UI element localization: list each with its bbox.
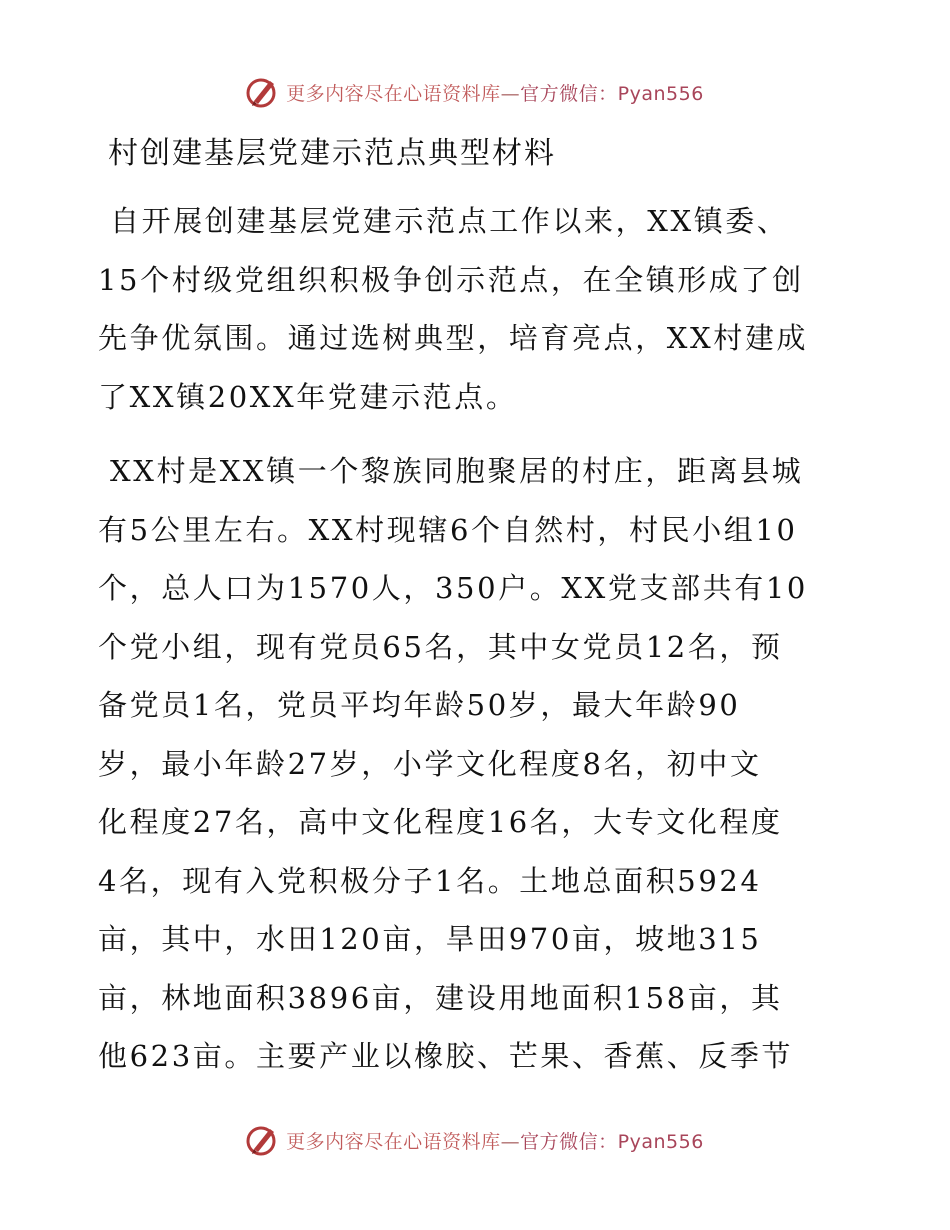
paragraph-line: 个党小组，现有党员65名，其中女党员12名，预 [98,629,783,664]
paragraph-line: 备党员1名，党员平均年龄50岁，最大年龄90 [98,688,741,722]
paragraph-line: XX村是XX镇一个黎族同胞聚居的村庄，距离县城 [110,454,804,488]
pen-logo-icon [246,75,280,109]
header-banner [0,72,950,112]
paragraph-line: 亩，林地面积3896亩，建设用地面积158亩，其 [98,980,783,1015]
paragraph-line: 15个村级党组织积极争创示范点，在全镇形成了创 [98,262,804,297]
paragraph-2 [98,442,858,1086]
paragraph-line: 4名，现有入党积极分子1名。土地总面积5924 [98,863,762,898]
footer-banner [0,1120,950,1160]
header-banner-text: 更多内容尽在心语资料库—官方微信：Pyan556 [286,82,704,105]
footer-banner-text: 更多内容尽在心语资料库—官方微信：Pyan556 [286,1130,704,1153]
paragraph-line: 亩，其中，水田120亩，旱田970亩，坡地315 [98,922,762,956]
paragraph-line: 个，总人口为1570人，350户。XX党支部共有10 [98,571,808,605]
paragraph-line: 岁，最小年龄27岁，小学文化程度8名，初中文 [98,746,762,781]
paragraph-line: 有5公里左右。XX村现辖6个自然村，村民小组10 [98,512,798,547]
paragraph-line: 他623亩。主要产业以橡胶、芒果、香蕉、反季节 [98,1039,794,1073]
paragraph-line: 化程度27名，高中文化程度16名，大专文化程度 [98,805,783,839]
paragraph-1 [98,192,858,426]
paragraph-line: 先争优氛围。通过选树典型，培育亮点，XX村建成 [98,321,809,355]
paragraph-line: 自开展创建基层党建示范点工作以来，XX镇委、 [110,204,789,238]
paragraph-line: 了XX镇20XX年党建示范点。 [98,379,518,414]
pen-logo-icon [246,1123,280,1157]
document-title: 村创建基层党建示范点典型材料 [108,136,556,171]
